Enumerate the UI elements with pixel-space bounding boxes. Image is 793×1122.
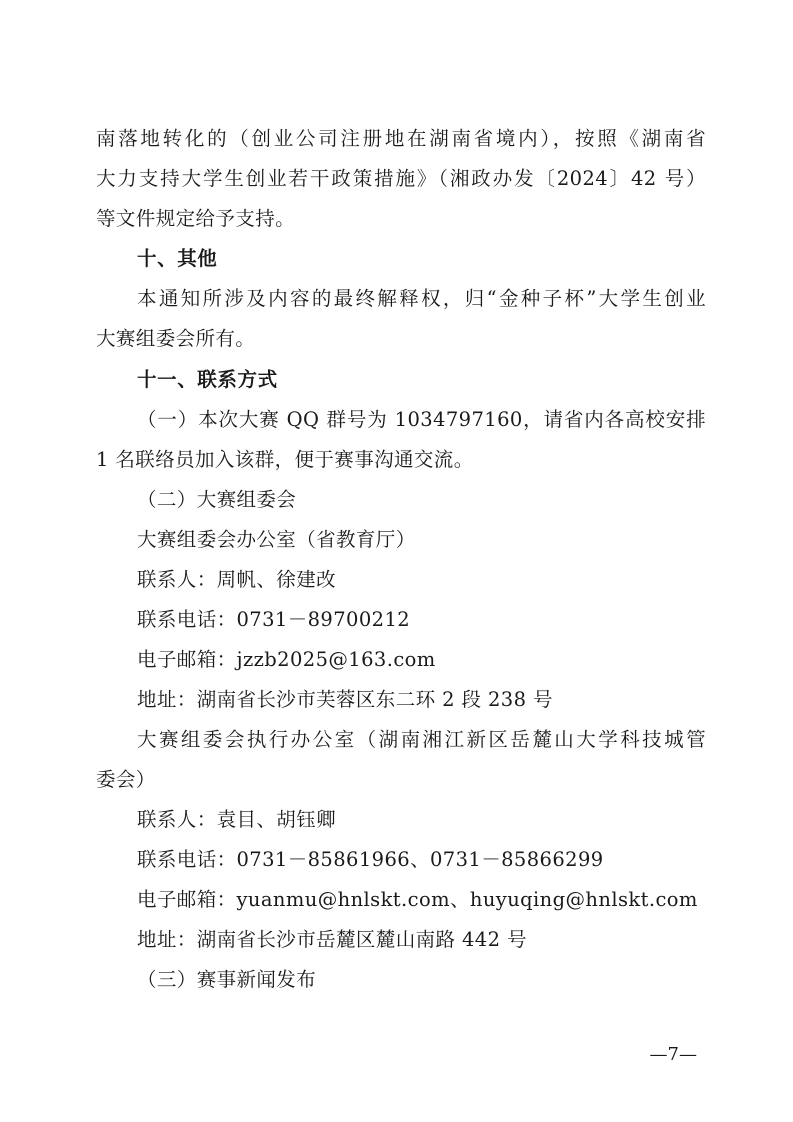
contact-email: 电子邮箱：jzzb2025@163.com — [137, 648, 436, 671]
contact-email: 电子邮箱：yuanmu@hnlskt.com、huyuqing@hnlskt.com — [137, 888, 698, 911]
contact-address: 地址：湖南省长沙市芙蓉区东二环 2 段 238 号 — [137, 688, 553, 711]
body-paragraph-line: 本通知所涉及内容的最终解释权，归“金种子杯”大学生创业 — [137, 287, 706, 310]
contact-phone: 联系电话：0731－85861966、0731－85866299 — [137, 848, 604, 871]
office-name-continued: 委会） — [96, 768, 156, 791]
body-paragraph-line: 南落地转化的（创业公司注册地在湖南省境内），按照《湖南省 — [96, 127, 706, 150]
page-number: —7— — [649, 1044, 697, 1065]
office-name: 大赛组委会执行办公室（湖南湘江新区岳麓山大学科技城管 — [137, 728, 706, 751]
body-paragraph-line: （一）本次大赛 QQ 群号为 1034797160，请省内各高校安排 — [137, 408, 706, 431]
section-heading-other: 十、其他 — [137, 247, 218, 270]
body-paragraph-line: 大力支持大学生创业若干政策措施》（湘政办发〔2024〕42 号） — [96, 167, 706, 190]
contact-person: 联系人：袁目、胡钰卿 — [137, 808, 337, 831]
body-paragraph-line: 大赛组委会所有。 — [96, 327, 256, 350]
body-paragraph-line: 1 名联络员加入该群，便于赛事沟通交流。 — [96, 448, 474, 471]
body-paragraph-line: 等文件规定给予支持。 — [96, 207, 296, 230]
subsection-heading: （二）大赛组委会 — [137, 488, 297, 511]
contact-address: 地址：湖南省长沙市岳麓区麓山南路 442 号 — [137, 928, 527, 951]
contact-phone: 联系电话：0731－89700212 — [137, 608, 411, 631]
office-name: 大赛组委会办公室（省教育厅） — [137, 528, 416, 551]
subsection-heading: （三）赛事新闻发布 — [137, 968, 317, 991]
contact-person: 联系人：周帆、徐建改 — [137, 568, 337, 591]
section-heading-contact: 十一、联系方式 — [137, 368, 278, 391]
